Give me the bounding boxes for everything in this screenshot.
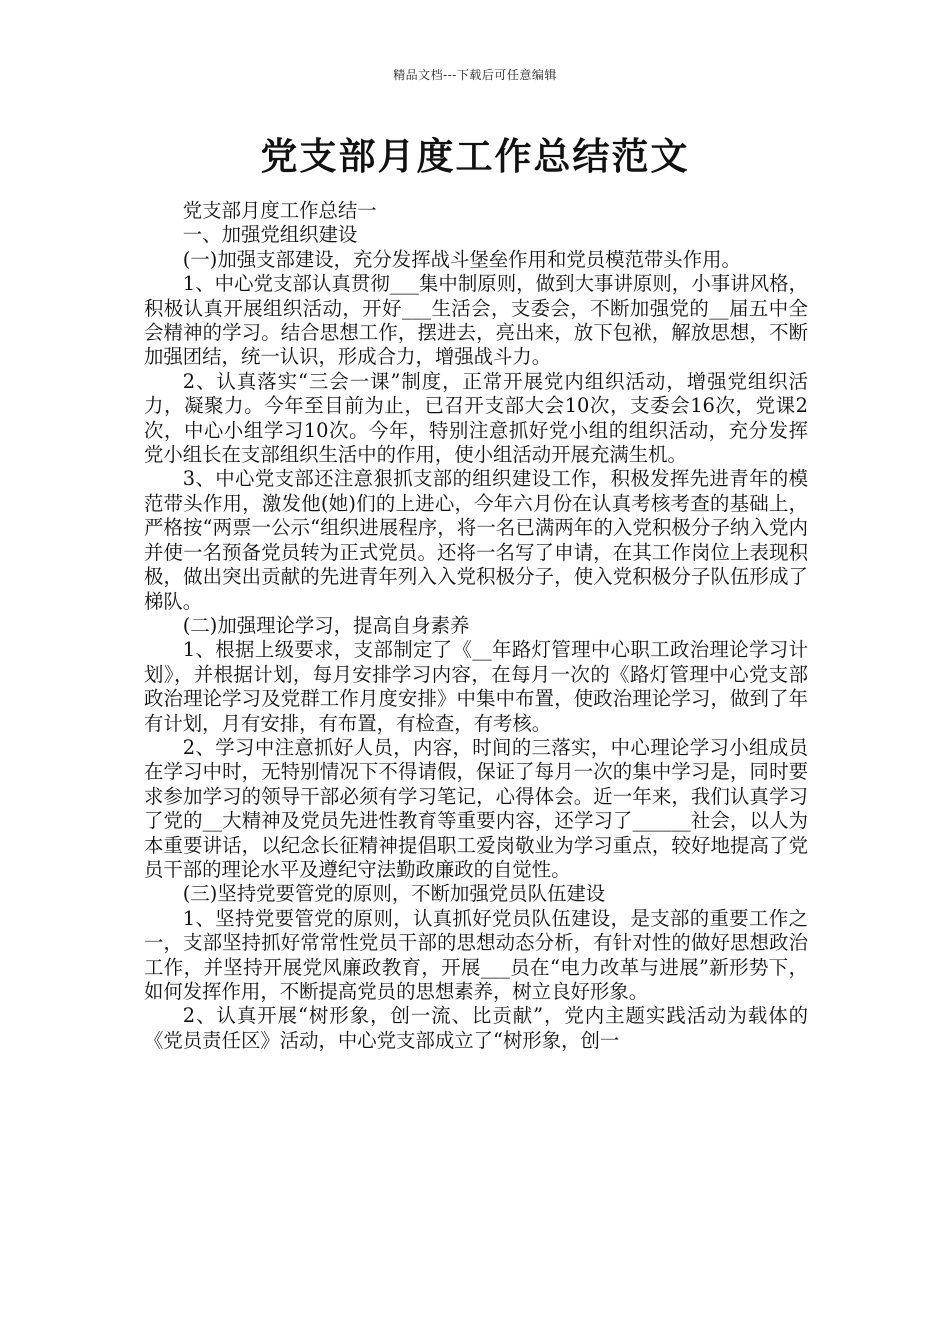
document-body [144, 199, 808, 1053]
paragraph: 2、认真落实“三会一课”制度，正常开展党内组织活动，增强党组织活力，凝聚力。今年至目前为止，已召开支部大会10次，支委会16次，党课2次，中心小组学习10次。今年，特别注意抓好党小组的组织活动，充分发挥党小组长在支部组织生活中的作用，使小组活动开展充满生机。 [144, 369, 808, 467]
paragraph-section-heading-1: 一、加强党组织建设 [182, 223, 358, 247]
page-header: 精品文档---下载后可任意编辑 [393, 68, 557, 82]
paragraph: 2、认真开展“树形象，创一流、比贡献”，党内主题实践活动为载体的《党员责任区》活动，中心党支部成立了“树形象，创一 [144, 1004, 808, 1052]
paragraph-subtitle: 党支部月度工作总结一 [182, 199, 377, 222]
paragraph: 1、中心党支部认真贯彻___集中制原则，做到大事讲原则，小事讲风格，积极认真开展组织活动，开好___生活会，支委会，不断加强党的__届五中全会精神的学习。结合思想工作，摆进去，亮出来，放下包袱，解放思想，不断加强团结，统一认识，形成合力，增强战斗力。 [144, 272, 808, 369]
paragraph: 1、坚持党要管党的原则，认真抓好党员队伍建设，是支部的重要工作之一，支部坚持抓好常常性党员干部的思想动态分析，有针对性的做好思想政治工作，并坚持开展党风廉政教育，开展___员在“电力改革与进展”新形势下，如何发挥作用，不断提高党员的思想素养，树立良好形象。 [144, 906, 808, 1003]
paragraph-subsection-heading-1: (一)加强支部建设，充分发挥战斗堡垒作用和党员模范带头作用。 [182, 247, 741, 271]
document-title: 党支部月度工作总结范文 [260, 135, 690, 178]
paragraph-subsection-heading-3: (三)坚持党要管党的原则，不断加强党员队伍建设 [182, 882, 606, 906]
paragraph: 2、学习中注意抓好人员，内容，时间的三落实，中心理论学习小组成员在学习中时，无特别情况下不得请假，保证了每月一次的集中学习是，同时要求参加学习的领导干部必须有学习笔记，心得体会。近一年来，我们认真学习了党的__大精神及党员先进性教育等重要内容，还学习了______社会，以人为本重要讲话，以纪念长征精神提倡职工爱岗敬业为学习重点，较好地提高了党员干部的理论水平及遵纪守法勤政廉政的自觉性。 [144, 735, 808, 881]
paragraph: 1、根据上级要求，支部制定了《__年路灯管理中心职工政治理论学习计划》，并根据计划，每月安排学习内容，在每月一次的《路灯管理中心党支部政治理论学习及党群工作月度安排》中集中布置，使政治理论学习，做到了年有计划，月有安排，有布置，有检查，有考核。 [144, 638, 808, 735]
paragraph: 3、中心党支部还注意狠抓支部的组织建设工作，积极发挥先进青年的模范带头作用，激发他(她)们的上进心，今年六月份在认真考核考查的基础上，严格按“两票一公示“组织进展程序，将一名已满两年的入党积极分子纳入党内并使一名预备党员转为正式党员。还将一名写了申请，在其工作岗位上表现积极，做出突出贡献的先进青年列入入党积极分子，使入党积极分子队伍形成了梯队。 [144, 467, 808, 613]
paragraph-subsection-heading-2: (二)加强理论学习，提高自身素养 [182, 613, 470, 637]
